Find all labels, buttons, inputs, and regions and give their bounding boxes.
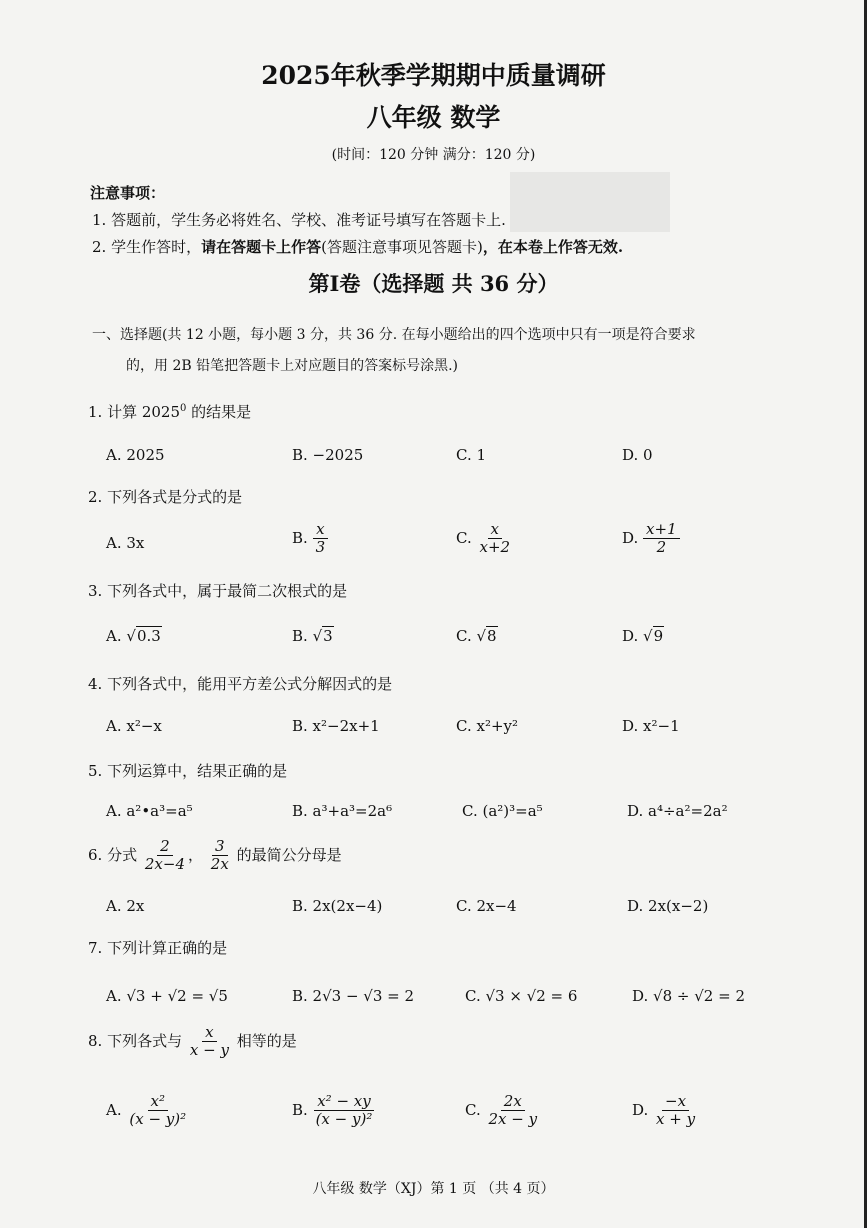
q3-option-a [106,627,162,645]
notice-item-2-c: (答题注意事项见答题卡) [321,238,483,256]
q2-d-fraction [643,521,680,557]
q8-c-denominator: 2x − y [488,1110,538,1129]
q7-option-a: A. √3 + √2 = √5 [106,987,228,1005]
q6-option-b: B. 2x(2x−4) [292,897,383,915]
q8-d-denominator: x + y [656,1110,696,1129]
q6-separator: ， [188,845,204,864]
question-1-stem [88,401,251,422]
q1-stem-tail: 的结果是 [186,403,252,421]
q2-b-label: B. [292,528,308,547]
exam-title: 2025年秋季学期期中质量调研 [261,61,606,90]
question-3-stem: 3. 下列各式中，属于最简二次根式的是 [88,582,348,600]
q2-d-denominator: 2 [656,538,667,557]
q6-f1-denominator: 2x−4 [144,855,185,874]
q3-option-d [622,627,664,645]
page-footer: 八年级 数学（XJ）第 1 页 （共 4 页） [312,1181,555,1197]
q3-b-label: B. [292,627,313,645]
q8-option-a [106,1093,189,1129]
q3-d-radicand: 9 [653,627,664,645]
q2-d-numerator: x+1 [643,521,680,539]
q2-b-denominator: 3 [315,538,326,557]
notice-item-2-a: 2. 学生作答时， [92,238,202,256]
section-instruction-2: 的，用 2B 铅笔把答题卡上对应题目的答案标号涂黑.) [126,358,459,374]
notice-item-2 [92,236,623,257]
q3-option-b [292,627,334,645]
q8-d-label: D. [632,1100,649,1119]
q1-stem-text: 1. 计算 2025 [88,403,181,421]
q3-a-sqrt: √0.3 [126,627,161,645]
q1-option-b: B. −2025 [292,446,364,464]
q8-f-numerator: x [202,1024,216,1042]
section-title: 第Ⅰ卷（选择题 共 36 分） [308,271,559,296]
q2-c-denominator: x+2 [479,538,511,557]
q3-a-radicand: 0.3 [136,627,161,645]
q6-fraction-2 [208,838,232,874]
q2-b-numerator: x [313,521,327,539]
q5-option-a: A. a²•a³=a⁵ [106,802,193,820]
q8-d-fraction [653,1093,698,1129]
q8-d-numerator: −x [662,1093,689,1111]
q6-f1-numerator: 2 [157,838,173,856]
q8-stem-a: 8. 下列各式与 [88,1031,183,1050]
q4-option-a: A. x²−x [106,717,162,735]
q5-option-b: B. a³+a³=2a⁶ [292,802,393,820]
q6-option-c: C. 2x−4 [456,897,517,915]
q2-option-c [456,521,513,557]
q8-a-label: A. [106,1100,122,1119]
q4-option-c: C. x²+y² [456,717,519,735]
notice-item-2-d: ，在本卷上作答无效. [482,238,624,256]
q7-option-d: D. √8 ÷ √2 = 2 [632,987,745,1005]
q8-c-numerator: 2x [501,1093,525,1111]
q3-option-c [456,627,498,645]
q1-option-d: D. 0 [622,446,653,464]
time-info: (时间：120 分钟 满分：120 分) [331,147,536,163]
question-8-stem [88,1024,297,1060]
question-4-stem: 4. 下列各式中，能用平方差公式分解因式的是 [88,675,393,693]
q8-b-numerator: x² − xy [314,1093,374,1111]
q6-stem-a: 6. 分式 [88,845,138,864]
q2-option-b [292,521,328,557]
q6-fraction-1 [142,838,188,874]
q3-c-radicand: 8 [487,627,497,645]
q1-option-c: C. 1 [456,446,487,464]
q6-f2-numerator: 3 [212,838,228,856]
exam-subtitle: 八年级 数学 [366,103,501,132]
q8-b-denominator: (x − y)² [315,1110,373,1129]
q2-c-fraction [477,521,514,557]
q2-option-d [622,521,680,557]
q7-option-b: B. 2√3 − √3 = 2 [292,987,415,1005]
q6-option-a: A. 2x [106,897,145,915]
q5-option-d: D. a⁴÷a²=2a² [627,802,728,820]
question-7-stem: 7. 下列计算正确的是 [88,939,228,957]
q2-b-fraction [313,521,329,557]
q8-option-d [632,1093,698,1129]
q4-option-b: B. x²−2x+1 [292,717,380,735]
section-instruction-1: 一、选择题(共 12 小题，每小题 3 分，共 36 分. 在每小题给出的四个选项中只有一项是符合要求 [92,327,696,343]
q2-c-numerator: x [488,521,502,539]
q8-a-numerator: x² [148,1093,168,1111]
q3-a-label: A. [106,627,127,645]
q2-c-label: C. [456,528,472,547]
notice-heading: 注意事项： [90,184,166,202]
q3-c-sqrt: √8 [476,627,497,645]
q1-option-a: A. 2025 [106,446,165,464]
q8-option-b [292,1093,375,1129]
question-2-stem: 2. 下列各式是分式的是 [88,488,243,506]
q6-option-d: D. 2x(x−2) [627,897,709,915]
q8-c-label: C. [465,1100,481,1119]
q6-stem-b: 的最简公分母是 [236,845,342,864]
question-6-stem [88,838,342,874]
q3-d-sqrt: √9 [643,627,664,645]
q3-d-label: D. [622,627,644,645]
q3-b-sqrt: √3 [312,627,333,645]
q8-fraction [187,1024,232,1060]
notice-item-2-b: 请在答题卡上作答 [201,238,322,256]
q1-exponent: 0 [180,403,187,414]
q3-b-radicand: 3 [323,627,333,645]
scan-smudge [510,172,670,232]
q5-option-c: C. (a²)³=a⁵ [462,802,543,820]
q8-f-denominator: x − y [189,1041,229,1060]
q8-stem-b: 相等的是 [236,1031,297,1050]
question-5-stem: 5. 下列运算中，结果正确的是 [88,762,288,780]
q2-option-a: A. 3x [106,534,145,552]
q8-b-label: B. [292,1100,308,1119]
q8-c-fraction [486,1093,541,1129]
q8-a-denominator: (x − y)² [129,1110,187,1129]
notice-item-1: 1. 答题前，学生务必将姓名、学校、准考证号填写在答题卡上. [92,211,506,229]
q4-option-d: D. x²−1 [622,717,680,735]
q8-option-c [465,1093,540,1129]
q6-f2-denominator: 2x [210,855,229,874]
q3-c-label: C. [456,627,477,645]
q8-a-fraction [126,1093,189,1129]
q7-option-c: C. √3 × √2 = 6 [465,987,578,1005]
q8-b-fraction [313,1093,376,1129]
q2-d-label: D. [622,528,639,547]
